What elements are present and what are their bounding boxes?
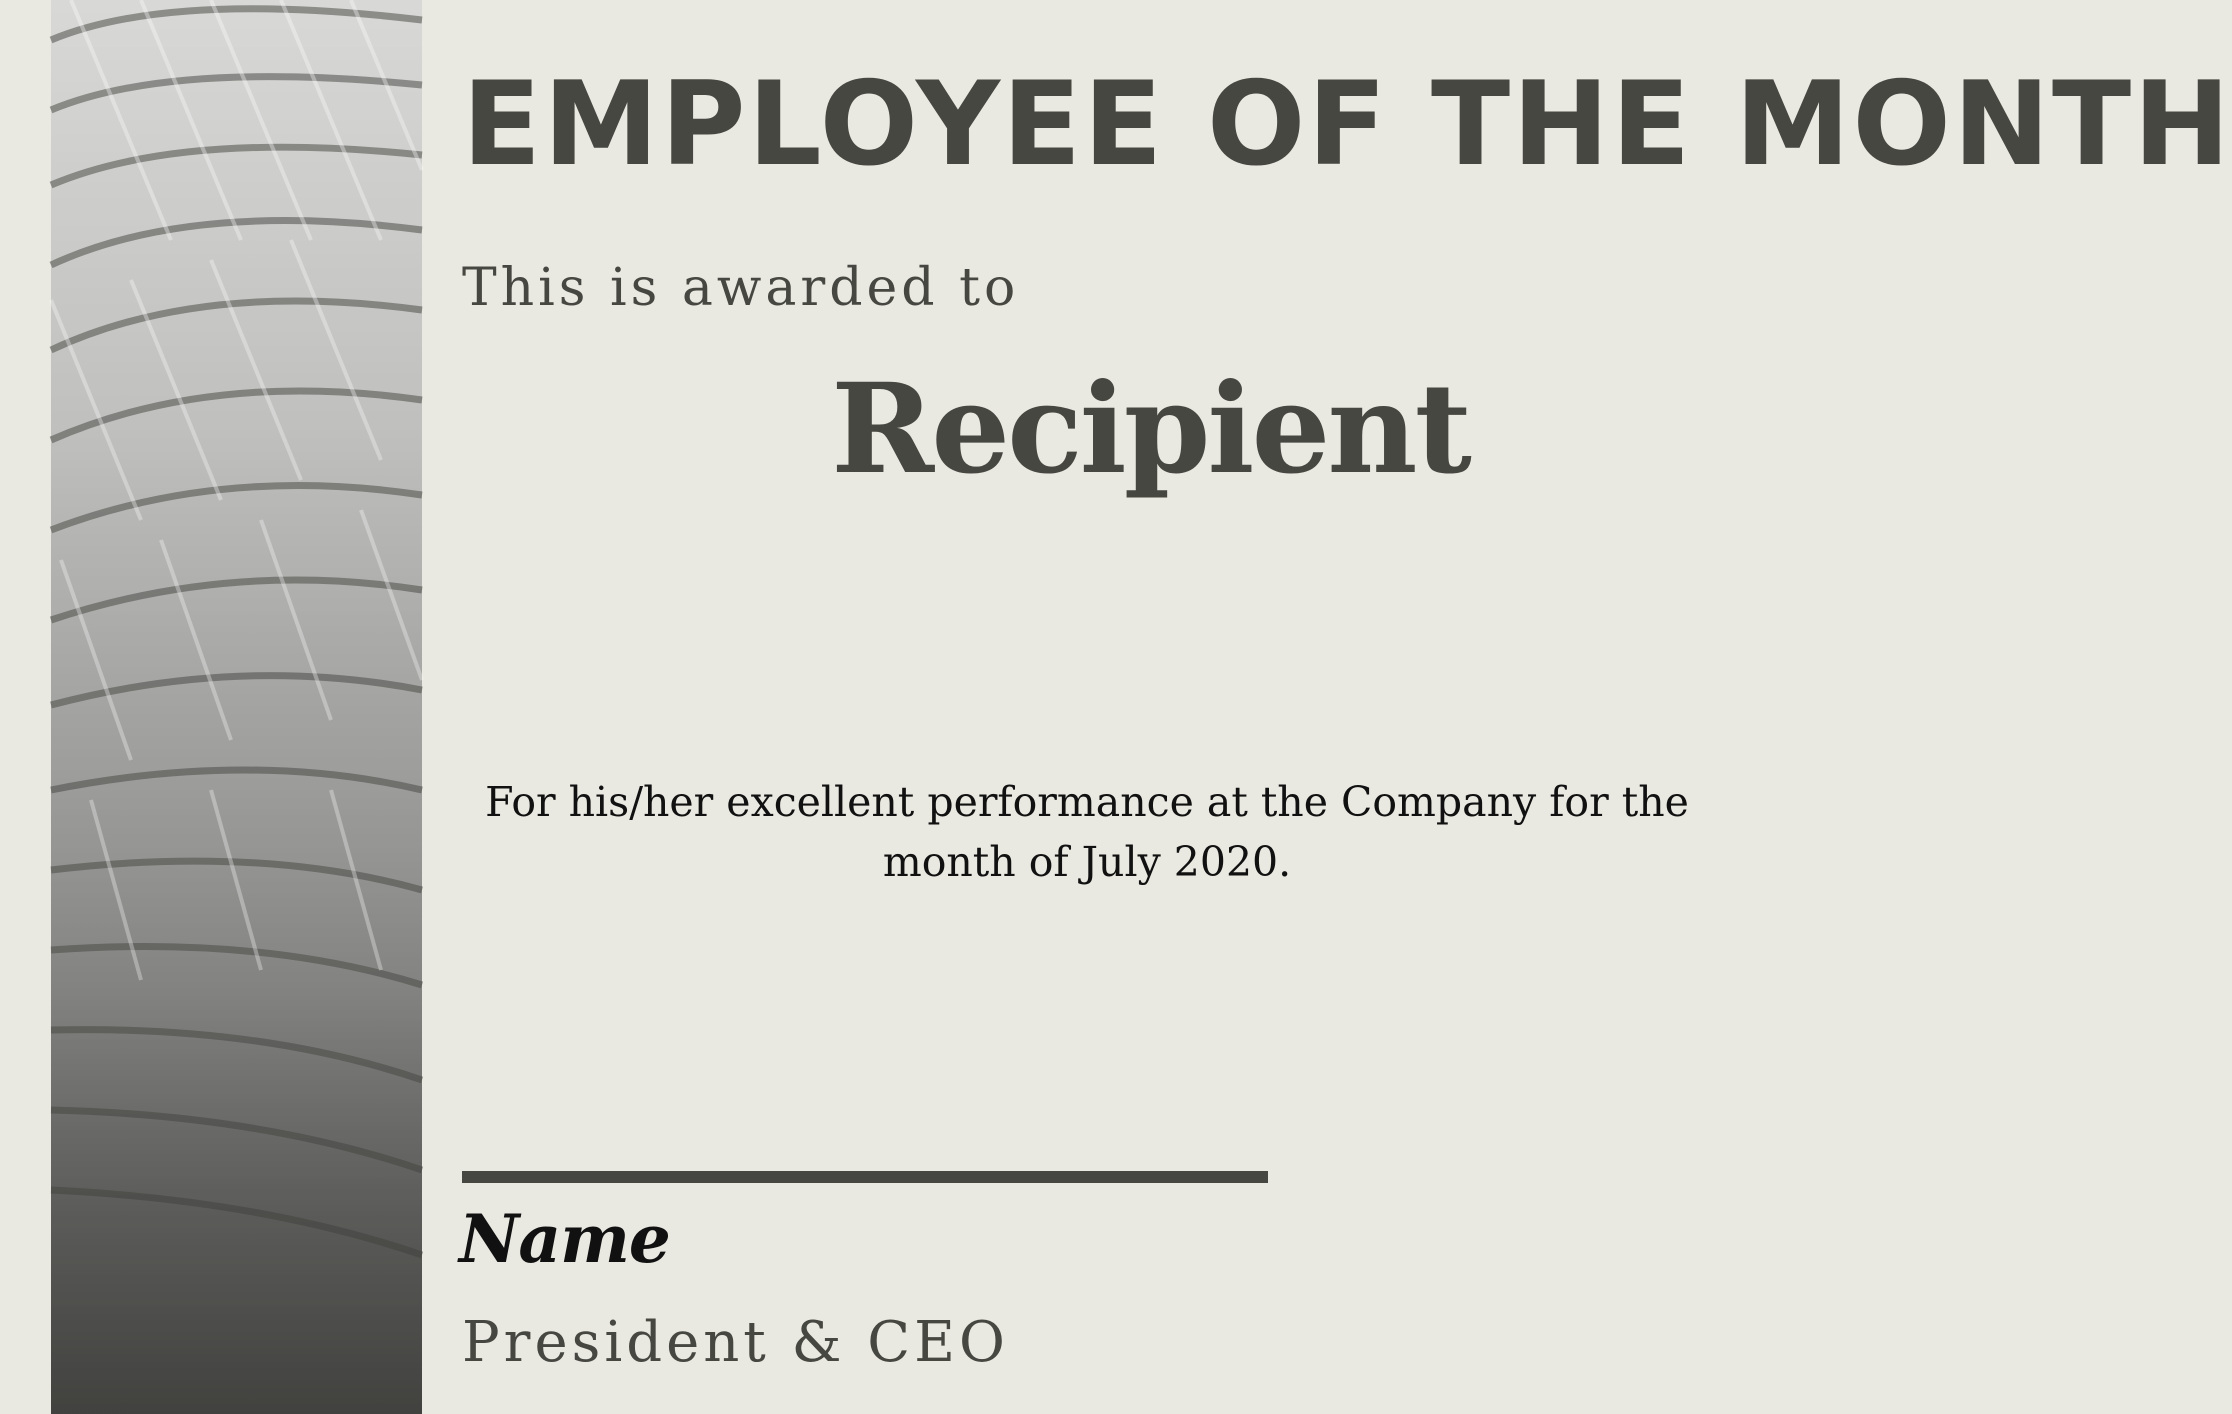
woven-pattern-image xyxy=(51,0,422,1414)
recipient-name: Recipient xyxy=(831,357,1469,502)
woven-pattern-graphic xyxy=(51,0,422,1414)
signature-name: Name xyxy=(459,1200,670,1278)
awarded-to-text: This is awarded to xyxy=(462,258,1020,318)
certificate-title: EMPLOYEE OF THE MONTH xyxy=(462,57,2232,192)
signature-line xyxy=(462,1171,1268,1183)
award-reason-line-2: month of July 2020. xyxy=(882,838,1292,886)
award-reason xyxy=(462,772,1712,892)
signature-title: President & CEO xyxy=(462,1310,1009,1375)
award-reason-line-1: For his/her excellent performance at the Company for the xyxy=(485,778,1689,826)
